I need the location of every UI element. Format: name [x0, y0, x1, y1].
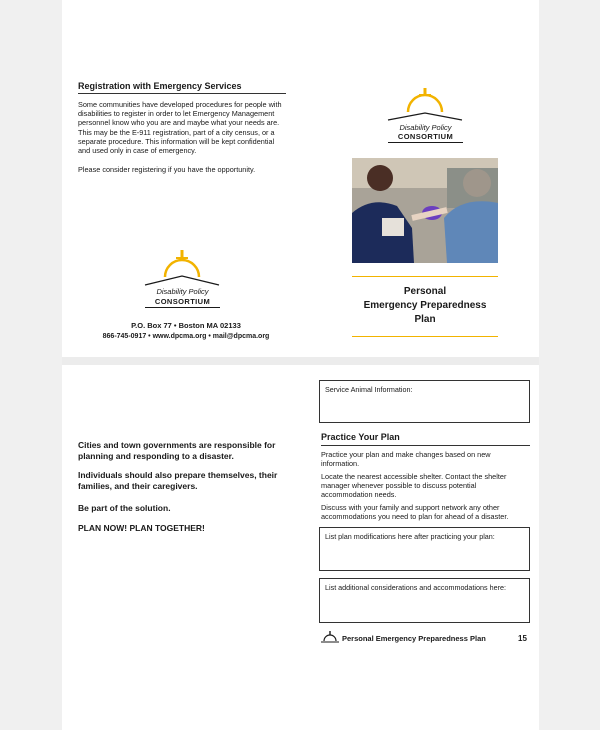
footer-title: Personal Emergency Preparedness Plan — [342, 634, 486, 643]
registration-note: Please consider registering if you have the opportunity. — [78, 165, 256, 174]
registration-rule — [78, 93, 286, 94]
cover-title-line2: Emergency Preparedness — [363, 300, 487, 311]
footer-page-number: 15 — [518, 634, 527, 643]
cover-title-line1: Personal — [403, 286, 447, 297]
practice-rule — [321, 445, 530, 446]
logo-bottom-line2: CONSORTIUM — [154, 297, 211, 306]
service-animal-label: Service Animal Information: — [325, 385, 413, 394]
dome-icon — [378, 80, 473, 125]
cover-top-rule — [352, 276, 498, 277]
lower-left-p1: Cities and town governments are responsible for planning and responding to a disaster. — [78, 440, 276, 461]
modifications-label: List plan modifications here after practicing your plan: — [325, 532, 495, 541]
logo-top-underline — [388, 142, 463, 143]
contact-details: 866-745-0917 • www.dpcma.org • mail@dpcma.org — [102, 333, 270, 340]
lower-left-p4: PLAN NOW! PLAN TOGETHER! — [78, 523, 205, 533]
registration-heading: Registration with Emergency Services — [78, 81, 242, 91]
page-divider — [62, 357, 539, 365]
modifications-box[interactable] — [319, 527, 530, 571]
vaccination-photo — [352, 158, 498, 263]
additional-box[interactable] — [319, 578, 530, 623]
logo-top — [378, 80, 473, 145]
practice-heading: Practice Your Plan — [321, 432, 400, 442]
practice-item-1: Practice your plan and make changes based on new information. — [321, 450, 491, 469]
logo-bottom-line1: Disability Policy — [156, 287, 209, 296]
contact-address: P.O. Box 77 • Boston MA 02133 — [131, 321, 241, 330]
lower-left-p2: Individuals should also prepare themselves, their families, and their caregivers. — [78, 470, 278, 491]
cover-title — [352, 285, 498, 327]
dome-icon — [135, 245, 230, 290]
practice-item-2: Locate the nearest accessible shelter. Contact the shelter manager whenever possible to discuss potential accommodation needs. — [321, 472, 507, 500]
logo-bottom — [135, 245, 230, 310]
cover-bottom-rule — [352, 336, 498, 337]
cover-title-line3: Plan — [414, 314, 436, 325]
practice-item-3: Discuss with your family and support network any other accommodations you need to plan for ahead of a disaster. — [321, 503, 509, 522]
additional-label: List additional considerations and accommodations here: — [325, 583, 506, 592]
logo-bottom-underline — [145, 307, 220, 308]
registration-paragraph: Some communities have developed procedures for people with disabilities to register in order to let Emergency Management personnel know who you are and maybe what your needs are. This may be the E-911 registration, part of a city census, or a separate procedure. This information will be kept confidential and used only in case of emergency. — [78, 100, 282, 156]
lower-left-p3: Be part of the solution. — [78, 503, 171, 513]
dome-footer-icon — [321, 630, 339, 643]
logo-top-line1: Disability Policy — [399, 123, 452, 132]
logo-top-line2: CONSORTIUM — [397, 132, 454, 141]
service-animal-box[interactable] — [319, 380, 530, 423]
